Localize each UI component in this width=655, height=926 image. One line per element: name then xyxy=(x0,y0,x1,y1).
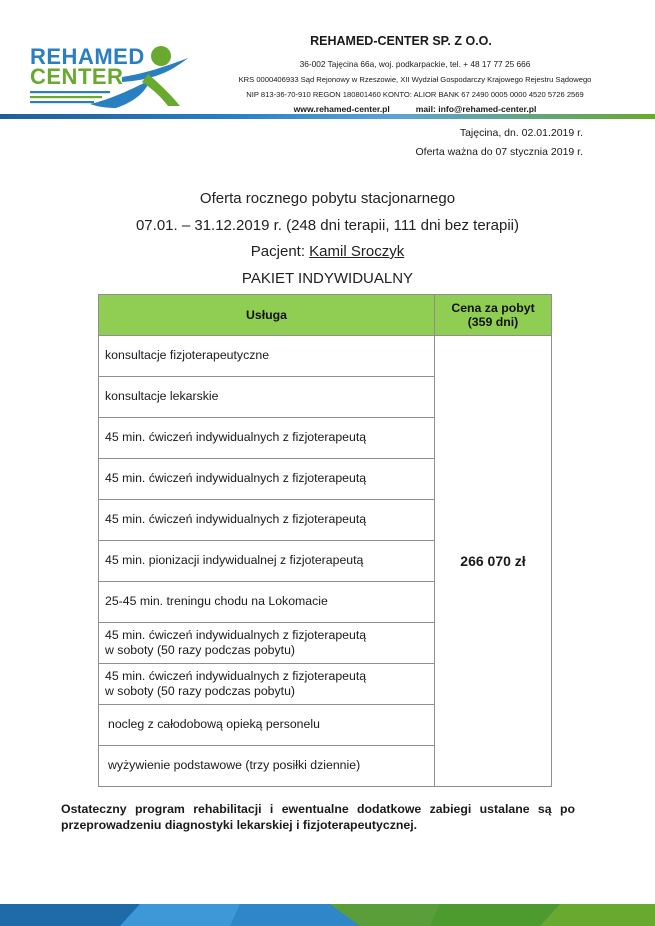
service-cell: konsultacje lekarskie xyxy=(99,377,435,418)
service-cell: 25-45 min. treningu chodu na Lokomacie xyxy=(99,582,435,623)
footer-stripes-icon xyxy=(0,904,655,926)
company-logo xyxy=(30,44,200,110)
patient-line xyxy=(0,239,655,266)
offer-period: 07.01. – 31.12.2019 r. (248 dni terapii, 111 dni bez terapii) xyxy=(135,216,520,234)
closing-note: Ostateczny program rehabilitacji i ewentualne dodatkowe zabiegi ustalane są po przeprowadzeniu diagnostyki lekarskiej i fizjoterapeutycznej. xyxy=(61,802,575,832)
table-header-row xyxy=(99,295,552,336)
footer-decoration xyxy=(0,904,655,926)
company-info xyxy=(205,34,625,117)
column-header-service: Usługa xyxy=(99,295,435,336)
services-table xyxy=(98,294,552,787)
company-address: 36-002 Tajęcina 66a, woj. podkarpackie, tel. + 48 17 77 25 666 xyxy=(299,59,531,69)
offer-dates xyxy=(415,124,583,162)
service-cell xyxy=(99,664,435,705)
patient-name: Kamil Sroczyk xyxy=(309,243,405,260)
price-header-line2: (359 dni) xyxy=(467,315,519,329)
header-divider xyxy=(0,114,655,119)
package-name: PAKIET INDYWIDUALNY xyxy=(241,269,414,287)
price-header-line1: Cena za pobyt xyxy=(451,301,535,315)
column-header-price xyxy=(435,295,552,336)
service-cell: 45 min. ćwiczeń indywidualnych z fizjoterapeutą xyxy=(99,500,435,541)
patient-label: Pacjent: xyxy=(250,243,310,260)
offer-title: Oferta rocznego pobytu stacjonarnego xyxy=(199,190,456,207)
service-subtext: w soboty (50 razy podczas pobytu) xyxy=(105,684,296,698)
service-text: 45 min. ćwiczeń indywidualnych z fizjoterapeutą xyxy=(105,668,367,683)
service-cell: 45 min. ćwiczeń indywidualnych z fizjoterapeutą xyxy=(99,418,435,459)
company-tax-bank: NIP 813-36-70-910 REGON 180801460 KONTO: ALIOR BANK 67 2490 0005 0000 4520 5726 2569 xyxy=(246,90,584,99)
service-cell: wyżywienie podstawowe (trzy posiłki dziennie) xyxy=(99,746,435,787)
service-text: 45 min. ćwiczeń indywidualnych z fizjoterapeutą xyxy=(105,627,367,642)
logo-text-rehamed: REHAMED xyxy=(30,44,145,69)
service-cell: nocleg z całodobową opieką personelu xyxy=(99,705,435,746)
company-website-link[interactable]: www.rehamed-center.pl xyxy=(293,104,390,114)
service-cell: 45 min. pionizacji indywidualnej z fizjoterapeutą xyxy=(99,541,435,582)
company-name: REHAMED-CENTER SP. Z O.O. xyxy=(310,34,492,48)
company-registry: KRS 0000406933 Sąd Rejonowy w Rzeszowie, XII Wydział Gospodarczy Krajowego Rejestru Sądowego xyxy=(238,75,592,84)
place-date: Tajęcina, dn. 02.01.2019 r. xyxy=(459,127,583,139)
service-cell: konsultacje fizjoterapeutyczne xyxy=(99,336,435,377)
logo-text-center: CENTER xyxy=(30,64,124,89)
table-row xyxy=(99,336,552,377)
service-subtext: w soboty (50 razy podczas pobytu) xyxy=(105,643,296,657)
company-email-link[interactable]: mail: info@rehamed-center.pl xyxy=(415,104,537,114)
total-price: 266 070 zł xyxy=(435,336,552,787)
offer-heading xyxy=(0,186,655,292)
service-cell: 45 min. ćwiczeń indywidualnych z fizjoterapeutą xyxy=(99,459,435,500)
validity-date: Oferta ważna do 07 stycznia 2019 r. xyxy=(415,146,583,158)
service-cell xyxy=(99,623,435,664)
